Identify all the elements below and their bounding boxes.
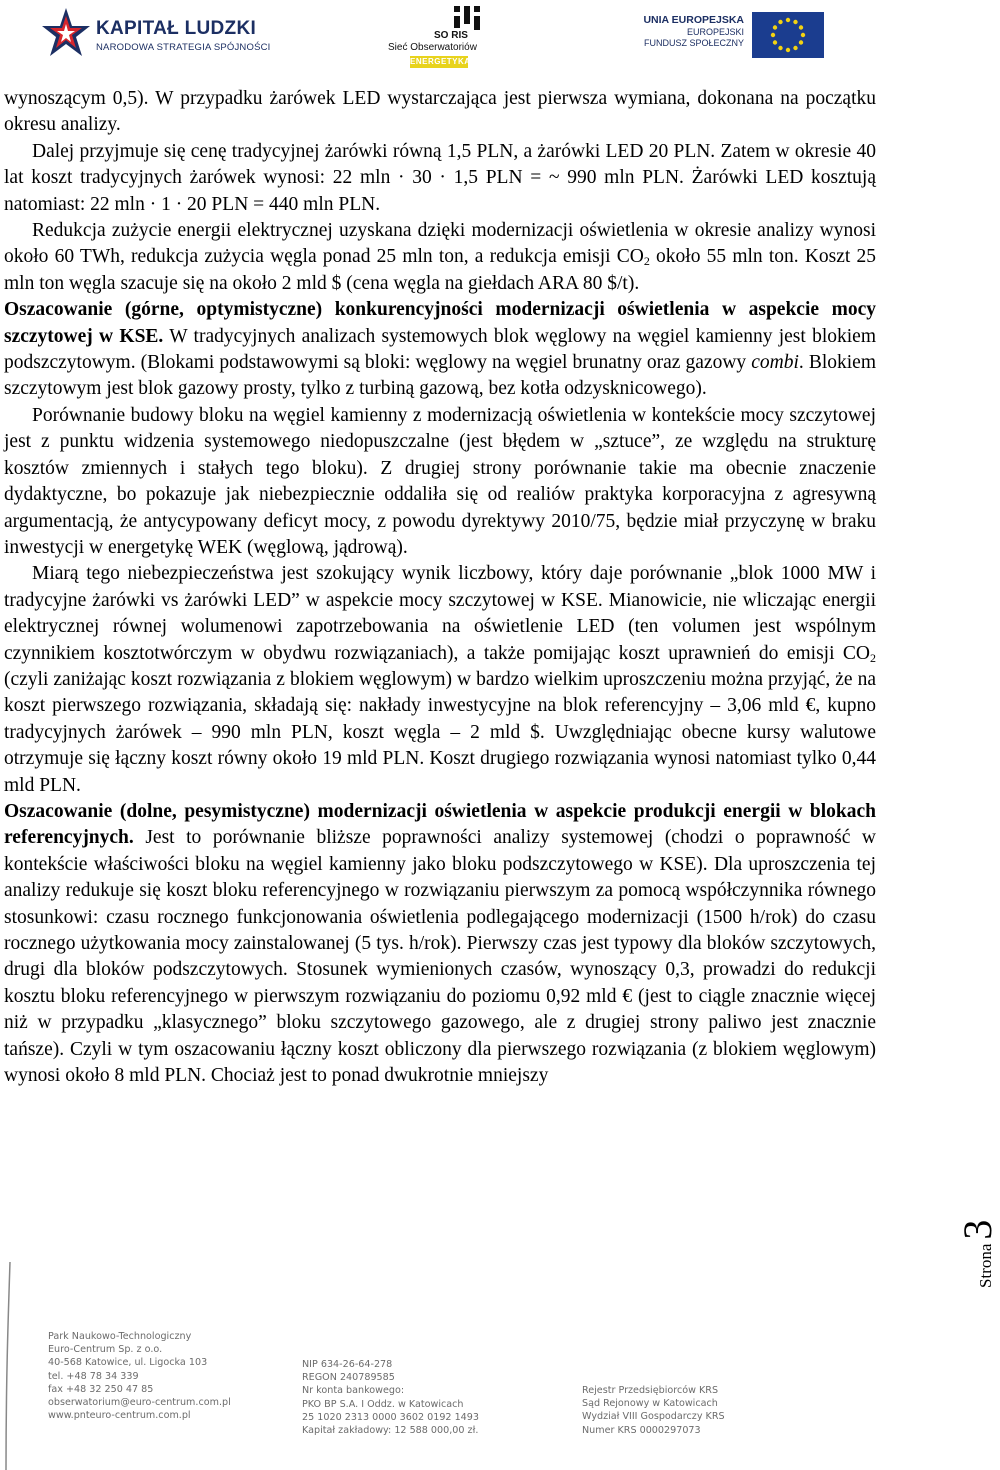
footer-line: Wydział VIII Gospodarczy KRS	[582, 1411, 725, 1423]
footer-registry-info	[582, 1384, 725, 1437]
eu-logo-line2: EUROPEJSKI	[686, 27, 744, 37]
footer-line: Nr konta bankowego:	[302, 1385, 405, 1397]
kapital-ludzki-logo	[38, 4, 271, 62]
kapital-ludzki-title: KAPITAŁ LUDZKI	[96, 18, 257, 39]
paragraph-text: (czyli zaniżając koszt rozwiązania z blokiem węglowym) w bardzo wielkim uproszczeniu można przyjąć, że na koszt pierwszego rozwiązania, składają się: nakłady inwestycyjne na blok referencyjny – 3,06 mld €, kupno tradycyjnych żarówek – 990 mln PLN, koszt węgla – 2 mld $. Uwzględniając obecne kursy walutowe otrzymuje się łączny koszt równy około 19 mld PLN. Koszt drugiego rozwiązania wynosi natomiast tylko 0,44 mld PLN.	[4, 668, 876, 796]
paragraph-text: W tradycyjnych analizach systemowych blok węglowy na węgiel kamienny jest blokiem podszczytowym. (Blokami podstawowymi są bloki: węglowy na węgiel brunatny oraz gazowy	[4, 325, 876, 374]
soris-logo	[384, 2, 494, 68]
footer-company-info	[48, 1330, 231, 1422]
paragraph	[4, 297, 876, 403]
paragraph-text: około 55 mln ton. Koszt 25 mln ton węgla szacuje się na około 2 mld $ (cena węgla na giełdach ARA 80 $/t).	[4, 246, 876, 294]
footer-line: PKO BP S.A. I Oddz. w Katowicach	[302, 1398, 464, 1410]
section-heading: Oszacowanie (górne, optymistyczne) konkurencyjności modernizacji oświetlenia w aspekcie mocy szczytowej w KSE.	[4, 299, 876, 347]
page-number-label: Strona	[976, 1243, 995, 1288]
paragraph: Dalej przyjmuje się cenę tradycyjnej żarówki równą 1,5 PLN, a żarówki LED 20 PLN. Zatem w okresie 40 lat koszt tradycyjnych żarówek wynosi: 22 mln · 30 · 1,5 PLN = ~ 990 mln PLN. Żarówki LED kosztują natomiast: 22 mln · 1 · 20 PLN = 440 mln PLN.	[4, 140, 876, 215]
footer-line: www.pnteuro-centrum.com.pl	[48, 1410, 191, 1422]
subscript: 2	[870, 650, 876, 665]
footer-line: NIP 634-26-64-278	[302, 1359, 393, 1370]
footer-line: tel. +48 78 34 339	[48, 1370, 139, 1382]
page-header	[0, 0, 960, 72]
footer-line: 25 1020 2313 0000 3602 0192 1493	[302, 1411, 479, 1423]
soris-energetyka-band: ENERGETYKA	[410, 57, 471, 66]
eu-logo-line1: UNIA EUROPEJSKA	[643, 14, 744, 26]
kapital-ludzki-star-icon	[38, 4, 94, 62]
footer-line: Euro-Centrum Sp. z o.o.	[48, 1344, 163, 1356]
footer-line: REGON 240789585	[302, 1372, 395, 1384]
paragraph: wynoszącym 0,5). W przypadku żarówek LED wystarczająca jest pierwsza wymiana, dokonana na początku okresu analizy.	[4, 88, 876, 136]
footer-bank-info	[302, 1358, 479, 1437]
soris-name: SO RIS	[434, 30, 468, 41]
subscript: 2	[643, 254, 650, 269]
footer-line: Numer KRS 0000297073	[582, 1424, 701, 1436]
footer-line: Kapitał zakładowy: 12 588 000,00 zł.	[302, 1425, 479, 1437]
paragraph-text: Miarą tego niebezpieczeństwa jest szokujący wynik liczbowy, który daje porównanie „blok 1000 MW i tradycyjne żarówki vs żarówki LED” w aspekcie mocy szczytowej w KSE. Mianowicie, nie wliczając energii elektrycznej równej wolumenowi zapotrzebowania na oświetlenie LED (ten volumen jest wspólnym czynnikiem kosztotwórczym w obydwu rozwiązaniach), a także pomijając koszt uprawnień do emisji CO	[4, 563, 876, 664]
footer-line: 40-568 Katowice, ul. Ligocka 103	[48, 1357, 208, 1369]
page-number-value: 3	[955, 1219, 1000, 1240]
page-number	[918, 1168, 1000, 1288]
eu-logo-line3: FUNDUSZ SPOŁECZNY	[643, 38, 744, 48]
footer-line: obserwatorium@euro-centrum.com.pl	[48, 1397, 231, 1409]
section-heading: Oszacowanie (dolne, pesymistyczne) modernizacji oświetlenia w aspekcie produkcji energii w blokach referencyjnych.	[4, 800, 876, 849]
eu-flag-icon	[752, 12, 824, 58]
document-body	[4, 86, 876, 1089]
footer-line: fax +48 32 250 47 85	[48, 1383, 154, 1395]
eu-logo	[643, 12, 824, 58]
paragraph: Porównanie budowy bloku na węgiel kamienny z modernizacją oświetlenia w kontekście mocy szczytowej jest z punktu widzenia systemowego niedopuszczalne (jest błędem w „sztuce”, ze względu na strukturę kosztów zmiennych i stałych tego bloku). Z drugiej strony porównanie takie ma obecnie znaczenie dydaktyczne, bo pokazuje jak niebezpiecznie oddaliła się od realiów praktyka korporacyjna z agresywną argumentacją, że antycypowany deficyt mocy, z powodu dyrektywy 2010/75, będzie miał przyczynę w braku inwestycji w energetykę WEK (węglową, jądrową).	[4, 404, 876, 558]
paragraph	[4, 799, 876, 1089]
footer-line: Sąd Rejonowy w Katowicach	[582, 1398, 718, 1410]
footer-line: Park Naukowo-Technologiczny	[48, 1331, 192, 1342]
paragraph	[4, 561, 876, 799]
paragraph-text: Jest to porównanie bliższe poprawności analizy systemowej (chodzi o poprawność w kontekście właściwości bloku na węgiel kamienny jako bloku podszczytowego w KSE). Dla uproszczenia tej analizy redukuje się koszt bloku referencyjnego w rozwiązaniu pierwszym za pomocą współczynnika równego stosunkowi: czasu rocznego funkcjonowania oświetlenia podlegającego modernizacji (1500 h/rok) do czasu rocznego użytkowania mocy zainstalowanej (5 tys. h/rok). Pierwszy czas jest typowy dla bloków szczytowych, drugi dla bloków podszczytowych. Stosunek wymienionych czasów, wynoszący 0,3, prowadzi do redukcji kosztu bloku referencyjnego w pierwszym rozwiązaniu do poziomu 0,92 mld € (jest to ciągle znacznie więcej niż w przypadku „klasycznego” bloku szczytowego gazowego, ale z drugiej strony paliwo jest znacznie tańsze). Czyli w tym oszacowaniu łączny koszt obliczony dla pierwszego rozwiązania (z blokiem węglowym) wynosi około 8 mld PLN. Chociaż jest to ponad dwukrotnie mniejszy	[4, 827, 876, 1087]
paragraph-text: Redukcja zużycie energii elektrycznej uzyskana dzięki modernizacji oświetlenia w okresie analizy wynosi około 60 TWh, redukcja zużycia węgla ponad 25 mln ton, a redukcja emisji CO	[4, 220, 876, 268]
footer-decorative-line	[4, 1262, 18, 1470]
footer-line: Rejestr Przedsiębiorców KRS	[582, 1385, 719, 1396]
paragraph	[4, 218, 876, 297]
paragraph-text: . Blokiem szczytowym jest blok gazowy prosty, tylko z turbiną gazową, bez kotła odzysknicowego).	[4, 352, 876, 400]
italic-term: combi	[751, 352, 799, 374]
kapital-ludzki-subtitle: NARODOWA STRATEGIA SPÓJNOŚCI	[96, 42, 271, 53]
eu-logo-text	[643, 14, 744, 49]
soris-network: Sieć Obserwatoriów	[388, 42, 477, 53]
